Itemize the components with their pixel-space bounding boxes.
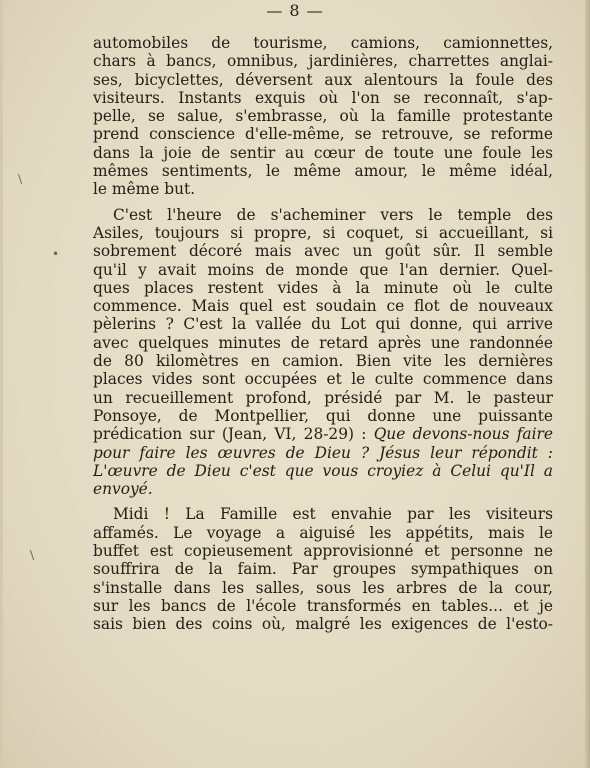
text-line: commence. Mais quel est soudain ce flot de nouveaux xyxy=(93,297,553,316)
text-line: de 80 kilomètres en camion. Bien vite les dernières xyxy=(93,352,553,371)
paragraph-1 xyxy=(93,34,553,199)
text-line: affamés. Le voyage a aiguisé les appétits, mais le xyxy=(93,523,553,542)
text-line: chars à bancs, omnibus, jardinières, charrettes anglai- xyxy=(93,52,553,71)
bible-quote-line: pour faire les œuvres de Dieu ? Jésus leur répondit : xyxy=(93,443,553,462)
page-right-edge xyxy=(585,0,590,768)
bible-quote-line: envoyé. xyxy=(93,480,153,499)
text-line: pelle, se salue, s'embrasse, où la famille protestante xyxy=(93,107,553,126)
margin-mark: \ xyxy=(18,172,23,186)
preaching-reference: prédication sur (Jean, VI, 28-29) : xyxy=(93,425,374,444)
page-left-edge xyxy=(0,0,3,768)
text-line: sais bien des coins où, malgré les exigences de l'esto- xyxy=(93,615,553,634)
text-line: C'est l'heure de s'acheminer vers le temple des xyxy=(113,205,553,224)
text-line: buffet est copieusement approvisionné et personne ne xyxy=(93,542,553,561)
text-line: ses, bicyclettes, déversent aux alentours la foule des xyxy=(93,70,553,89)
text-line: pèlerins ? C'est la vallée du Lot qui donne, qui arrive xyxy=(93,315,553,334)
text-line: sur les bancs de l'école transformés en tables... et je xyxy=(93,596,553,615)
text-line: sobrement décoré mais avec un goût sûr. Il semble xyxy=(93,242,553,261)
text-line xyxy=(93,425,553,443)
bible-quote: Que devons-nous faire xyxy=(373,425,553,444)
text-line: qu'il y avait moins de monde que l'an dernier. Quel- xyxy=(93,260,553,279)
text-line: avec quelques minutes de retard après une randonnée xyxy=(93,333,553,352)
text-line: visiteurs. Instants exquis où l'on se reconnaît, s'ap- xyxy=(93,88,553,107)
text-line: prend conscience d'elle-même, se retrouve, se reforme xyxy=(93,125,553,144)
text-line: places vides sont occupées et le culte commence dans xyxy=(93,370,553,389)
body-text xyxy=(93,34,553,634)
text-line: ques places restent vides à la minute où le culte xyxy=(93,278,553,297)
text-line: dans la joie de sentir au cœur de toute une foule les xyxy=(93,143,553,162)
margin-mark: \ xyxy=(30,548,35,562)
page-number: — 8 — xyxy=(266,1,324,20)
paragraph-3 xyxy=(93,505,553,633)
text-line: Asiles, toujours si propre, si coquet, si accueillant, si xyxy=(93,223,553,242)
paragraph-2 xyxy=(93,206,553,499)
text-line: le même but. xyxy=(93,180,196,199)
text-line: souffrira de la faim. Par groupes sympathiques on xyxy=(93,560,553,579)
text-line: s'installe dans les salles, sous les arbres de la cour, xyxy=(93,578,553,597)
text-line: Ponsoye, de Montpellier, qui donne une puissante xyxy=(93,406,553,425)
text-line: mêmes sentiments, le même amour, le même idéal, xyxy=(93,162,553,181)
text-line: un recueillement profond, présidé par M. le pasteur xyxy=(93,388,553,407)
text-line: Midi ! La Famille est envahie par les visiteurs xyxy=(113,505,553,524)
text-line: automobiles de tourisme, camions, camionnettes, xyxy=(93,34,553,52)
bible-quote-line: L'œuvre de Dieu c'est que vous croyiez à Celui qu'Il a xyxy=(93,461,553,480)
margin-dot: • xyxy=(52,247,60,261)
